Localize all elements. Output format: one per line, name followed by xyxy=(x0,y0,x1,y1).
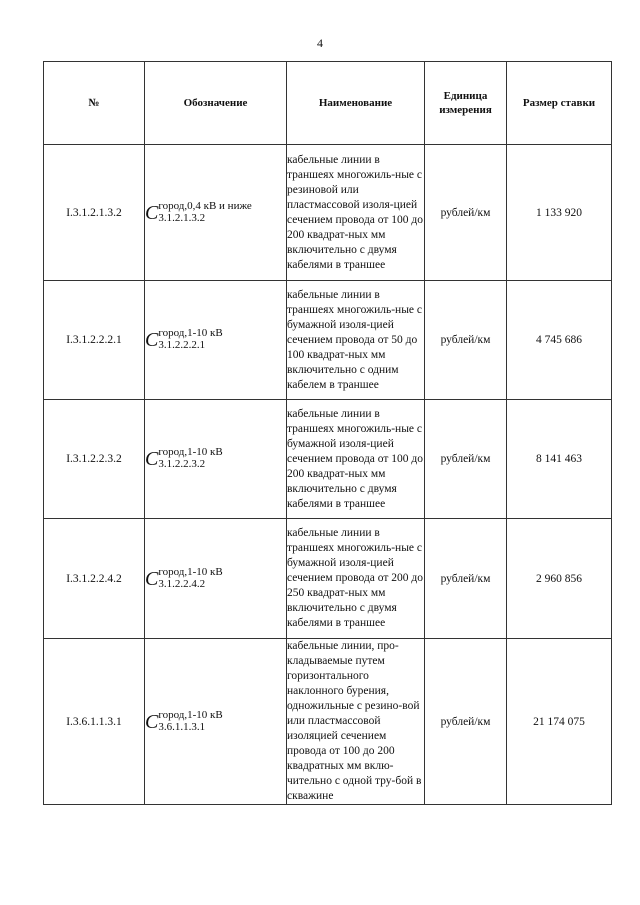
table-header-row xyxy=(44,62,612,145)
designation-superscript: город,1-10 кВ xyxy=(158,327,223,339)
designation-formula xyxy=(145,448,223,470)
row-number: I.3.1.2.2.4.2 xyxy=(44,519,145,639)
row-unit: рублей/км xyxy=(425,145,507,281)
row-designation xyxy=(145,519,287,639)
row-designation xyxy=(145,281,287,400)
designation-base: C xyxy=(145,329,159,351)
table-row xyxy=(44,519,612,639)
designation-superscript: город,1-10 кВ xyxy=(158,708,223,721)
row-name: кабельные линии в траншеях многожиль-ные с бумажной изоля-цией сечением провода от 200 до 250 квадрат-ных мм включительно с двумя кабелями в траншее xyxy=(287,519,425,639)
designation-formula xyxy=(145,565,223,590)
designation-base: C xyxy=(145,448,159,470)
row-number: I.3.1.2.1.3.2 xyxy=(44,145,145,281)
row-name: кабельные линии, про-кладываемые путем горизонтального наклонного бурения, одножильные с резино-вой или пластмассовой изоляцией сечением провода от 100 до 200 квадратных мм вклю-чительно с одной тру-бой в скважине xyxy=(287,639,425,805)
header-designation: Обозначение xyxy=(145,62,287,145)
page-number: 4 xyxy=(317,36,323,50)
designation-subscript: 3.1.2.2.3.2 xyxy=(158,458,206,470)
row-unit: рублей/км xyxy=(425,639,507,805)
rates-table xyxy=(43,61,612,805)
row-designation xyxy=(145,639,287,805)
designation-formula xyxy=(145,708,223,733)
header-unit: Единица измерения xyxy=(425,62,507,145)
designation-superscript: город,1-10 кВ xyxy=(158,446,223,458)
designation-base: C xyxy=(145,201,159,224)
designation-subscript: 3.6.1.1.3.1 xyxy=(158,720,206,733)
designation-base: C xyxy=(145,710,159,733)
table-row xyxy=(44,145,612,281)
row-name: кабельные линии в траншеях многожиль-ные с бумажной изоля-цией сечением провода от 50 до 100 квадрат-ных мм включительно с одним кабелем в траншее xyxy=(287,281,425,400)
row-name: кабельные линии в траншеях многожиль-ные с резиновой или пластмассовой изоля-цией сечением провода от 100 до 200 квадрат-ных мм включительно с двумя кабелями в траншее xyxy=(287,145,425,281)
header-name: Наименование xyxy=(287,62,425,145)
designation-subscript: 3.1.2.1.3.2 xyxy=(158,211,206,224)
row-rate: 2 960 856 xyxy=(507,519,612,639)
header-number: № xyxy=(44,62,145,145)
table-row xyxy=(44,281,612,400)
row-number: I.3.1.2.2.3.2 xyxy=(44,400,145,519)
row-rate: 1 133 920 xyxy=(507,145,612,281)
row-rate: 4 745 686 xyxy=(507,281,612,400)
row-unit: рублей/км xyxy=(425,519,507,639)
row-designation xyxy=(145,400,287,519)
designation-base: C xyxy=(145,567,159,590)
designation-subscript: 3.1.2.2.4.2 xyxy=(158,577,206,590)
row-rate: 8 141 463 xyxy=(507,400,612,519)
designation-subscript: 3.1.2.2.2.1 xyxy=(158,339,206,351)
designation-superscript: город,0,4 кВ и ниже xyxy=(158,199,252,212)
designation-formula xyxy=(145,329,223,351)
designation-superscript: город,1-10 кВ xyxy=(158,565,223,578)
row-number: I.3.6.1.1.3.1 xyxy=(44,639,145,805)
row-unit: рублей/км xyxy=(425,400,507,519)
row-rate: 21 174 075 xyxy=(507,639,612,805)
designation-formula xyxy=(145,199,252,224)
table-row xyxy=(44,639,612,805)
row-number: I.3.1.2.2.2.1 xyxy=(44,281,145,400)
table-row xyxy=(44,400,612,519)
row-name: кабельные линии в траншеях многожиль-ные с бумажной изоля-цией сечением провода от 100 до 200 квадрат-ных мм включительно с двумя кабелями в траншее xyxy=(287,400,425,519)
row-unit: рублей/км xyxy=(425,281,507,400)
row-designation xyxy=(145,145,287,281)
header-rate: Размер ставки xyxy=(507,62,612,145)
